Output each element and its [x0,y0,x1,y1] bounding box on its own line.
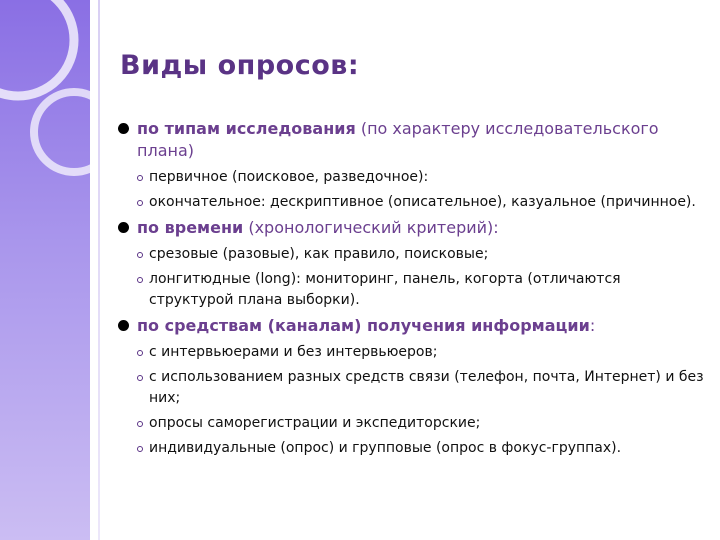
list-item [116,413,706,434]
bullet-ring [137,175,143,181]
section-note: (хронологический критерий): [243,218,499,237]
list-item-text: лонгитюдные (long): мониторинг, панель, когорта (отличаются структурой плана выборки). [149,271,621,308]
decorative-edge-line [98,0,100,540]
slide-content [116,118,706,463]
section-research-type [116,118,706,162]
list-item-text: с использованием разных средств связи (телефон, почта, Интернет) и без них; [149,369,704,406]
bullet-ring [137,277,143,283]
bullet-ring [137,200,143,206]
list-item-text: индивидуальные (опрос) и групповые (опрос в фокус-группах). [149,440,622,456]
list-item [116,192,706,213]
bullet-dot [118,320,129,331]
section-time [116,217,706,239]
bullet-ring [137,375,143,381]
bullet-dot [118,222,129,233]
bullet-dot [118,123,129,134]
section-heading: по времени [137,218,244,237]
bullet-ring [137,350,143,356]
list-item [116,367,706,409]
section-heading: по типам исследования [137,119,356,138]
list-item [116,342,706,363]
list-item-text: срезовые (разовые), как правило, поисковые; [149,246,489,262]
list-item-text: окончательное: дескриптивное (описательное), казуальное (причинное). [149,194,696,210]
section-note: (по характеру исследовательского плана) [137,119,659,160]
slide-title: Виды опросов: [120,50,360,81]
list-item [116,167,706,188]
list-item [116,438,706,459]
section-channels [116,315,706,337]
section-heading: по средствам (каналам) получения информации [137,316,590,335]
section-note: : [589,316,596,335]
list-item [116,244,706,265]
bullet-ring [137,421,143,427]
list-item-text: опросы саморегистрации и экспедиторские; [149,415,481,431]
bullet-ring [137,446,143,452]
ring-small [34,92,114,172]
ring-large [0,0,74,96]
bullet-ring [137,252,143,258]
list-item-text: с интервьюерами и без интервьюеров; [149,344,438,360]
list-item-text: первичное (поисковое, разведочное): [149,169,429,185]
list-item [116,269,706,311]
